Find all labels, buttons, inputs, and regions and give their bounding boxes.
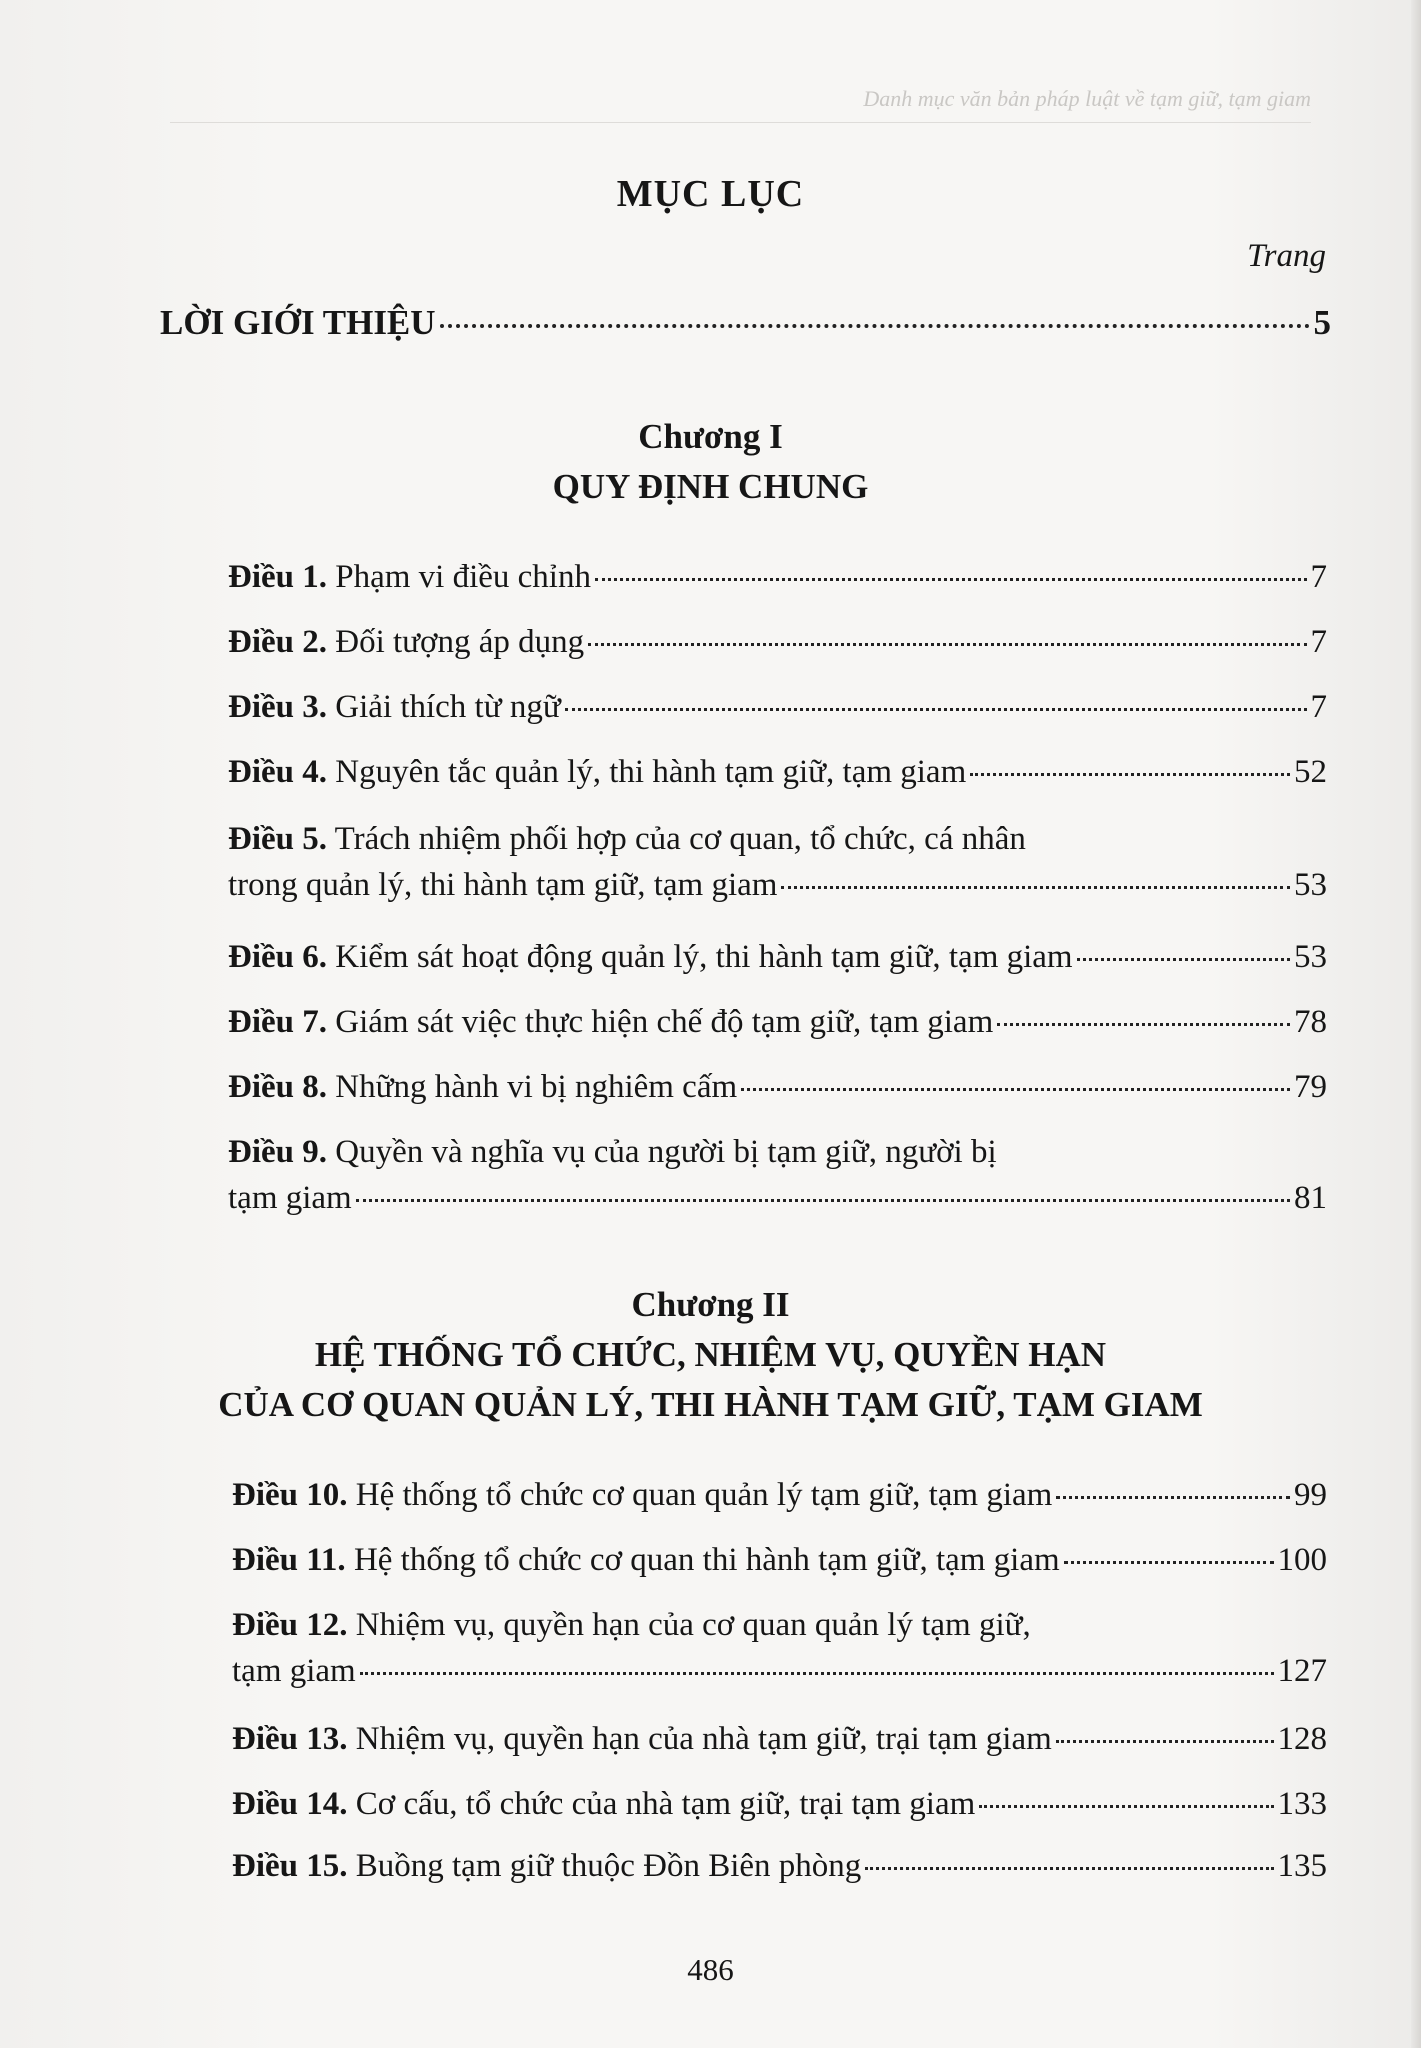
article-title-line1: Nhiệm vụ, quyền hạn của cơ quan quản lý tạm giữ, <box>355 1607 1031 1643</box>
article-number: Điều 4. <box>228 754 327 790</box>
toc-entry <box>232 1716 1327 1762</box>
toc-entry <box>228 619 1327 665</box>
entry-page: 53 <box>1294 939 1327 975</box>
dot-leader <box>360 1672 1274 1675</box>
dot-leader <box>979 1805 1273 1808</box>
chapter-title: QUY ĐỊNH CHUNG <box>552 467 869 506</box>
dot-leader <box>1064 1561 1274 1564</box>
article-title: Hệ thống tổ chức cơ quan quản lý tạm giữ, tạm giam <box>355 1477 1053 1513</box>
article-title-line2: tạm giam <box>228 1180 352 1216</box>
article-number: Điều 14. <box>232 1786 348 1822</box>
article-number: Điều 8. <box>228 1069 327 1105</box>
article-title: Giải thích từ ngữ <box>335 689 561 725</box>
article-title: Cơ cấu, tổ chức của nhà tạm giữ, trại tạm giam <box>355 1786 976 1822</box>
dot-leader <box>781 886 1290 889</box>
entry-page: 5 <box>1313 303 1331 342</box>
article-number: Điều 7. <box>228 1004 327 1040</box>
entry-page: 52 <box>1294 754 1327 790</box>
entry-page: 133 <box>1277 1786 1327 1822</box>
entry-page: 7 <box>1310 689 1327 725</box>
article-title: Hệ thống tổ chức cơ quan thi hành tạm giữ, tạm giam <box>353 1542 1060 1578</box>
article-number: Điều 12. <box>232 1607 348 1643</box>
article-title-line1: Trách nhiệm phối hợp của cơ quan, tổ chức, cá nhân <box>334 821 1026 857</box>
article-title-line2: tạm giam <box>232 1653 356 1689</box>
toc-title: MỤC LỤC <box>616 173 805 215</box>
chapter-title-line2: CỦA CƠ QUAN QUẢN LÝ, THI HÀNH TẠM GIỮ, TẠM GIAM <box>218 1385 1203 1424</box>
dot-leader <box>1056 1496 1290 1499</box>
toc-entry <box>228 749 1327 795</box>
dot-leader <box>997 1023 1290 1026</box>
toc-entry-multiline <box>228 816 1327 908</box>
article-title-line2: trong quản lý, thi hành tạm giữ, tạm giam <box>228 867 778 903</box>
article-title: Nguyên tắc quản lý, thi hành tạm giữ, tạm giam <box>335 754 967 790</box>
dot-leader <box>588 643 1306 646</box>
article-number: Điều 2. <box>228 624 327 660</box>
toc-entry <box>228 1064 1327 1110</box>
article-number: Điều 1. <box>228 559 327 595</box>
toc-entry-intro <box>160 300 1331 346</box>
dot-leader <box>565 708 1307 711</box>
article-number: Điều 10. <box>232 1477 348 1513</box>
article-number: Điều 15. <box>232 1848 348 1884</box>
dot-leader <box>356 1199 1290 1202</box>
chapter-number: Chương I <box>638 417 783 456</box>
article-title: Giám sát việc thực hiện chế độ tạm giữ, tạm giam <box>335 1004 994 1040</box>
page-number: 486 <box>687 1952 734 1987</box>
article-title: Buồng tạm giữ thuộc Đồn Biên phòng <box>355 1848 862 1884</box>
article-title-line1: Quyền và nghĩa vụ của người bị tạm giữ, người bị <box>335 1134 997 1170</box>
article-number: Điều 3. <box>228 689 327 725</box>
chapter-title-line1: HỆ THỐNG TỔ CHỨC, NHIỆM VỤ, QUYỀN HẠN <box>314 1335 1107 1374</box>
entry-page: 100 <box>1277 1542 1327 1578</box>
dot-leader <box>440 324 1310 328</box>
dot-leader <box>970 773 1290 776</box>
article-number: Điều 6. <box>228 939 327 975</box>
toc-entry <box>228 934 1327 980</box>
entry-page: 78 <box>1294 1004 1327 1040</box>
chapter-number: Chương II <box>631 1285 790 1324</box>
toc-entry <box>232 1472 1327 1518</box>
entry-page: 81 <box>1294 1180 1327 1216</box>
article-number: Điều 5. <box>228 821 327 857</box>
dot-leader <box>741 1088 1290 1091</box>
article-number: Điều 11. <box>232 1542 346 1578</box>
toc-entry-multiline <box>228 1129 1327 1221</box>
entry-page: 53 <box>1294 867 1327 903</box>
chapter-2-heading <box>0 1280 1421 1430</box>
entry-page: 79 <box>1294 1069 1327 1105</box>
toc-entry <box>228 999 1327 1045</box>
entry-label: LỜI GIỚI THIỆU <box>160 303 436 342</box>
toc-entry <box>228 684 1327 730</box>
running-header: Danh mục văn bản pháp luật về tạm giữ, tạm giam <box>170 86 1311 123</box>
entry-page: 128 <box>1277 1721 1327 1757</box>
article-number: Điều 9. <box>228 1134 327 1170</box>
dot-leader <box>595 578 1307 581</box>
toc-entry <box>232 1537 1327 1583</box>
article-title: Kiểm sát hoạt động quản lý, thi hành tạm giữ, tạm giam <box>335 939 1073 975</box>
entry-page: 7 <box>1310 624 1327 660</box>
dot-leader <box>865 1867 1273 1870</box>
toc-entry <box>228 554 1327 600</box>
article-title: Những hành vi bị nghiêm cấm <box>335 1069 738 1105</box>
page-edge <box>1411 0 1421 2048</box>
article-title: Nhiệm vụ, quyền hạn của nhà tạm giữ, trại tạm giam <box>355 1721 1052 1757</box>
dot-leader <box>1077 958 1290 961</box>
article-title: Đối tượng áp dụng <box>335 624 585 660</box>
entry-page: 135 <box>1277 1848 1327 1884</box>
page-column-label: Trang <box>1247 238 1326 274</box>
entry-page: 127 <box>1277 1653 1327 1689</box>
dot-leader <box>1056 1740 1274 1743</box>
article-number: Điều 13. <box>232 1721 348 1757</box>
toc-entry <box>232 1781 1327 1827</box>
toc-entry-multiline <box>232 1602 1327 1694</box>
chapter-1-heading <box>0 412 1421 512</box>
toc-entry <box>232 1843 1327 1889</box>
article-title: Phạm vi điều chỉnh <box>335 559 591 595</box>
entry-page: 99 <box>1294 1477 1327 1513</box>
entry-page: 7 <box>1310 559 1327 595</box>
